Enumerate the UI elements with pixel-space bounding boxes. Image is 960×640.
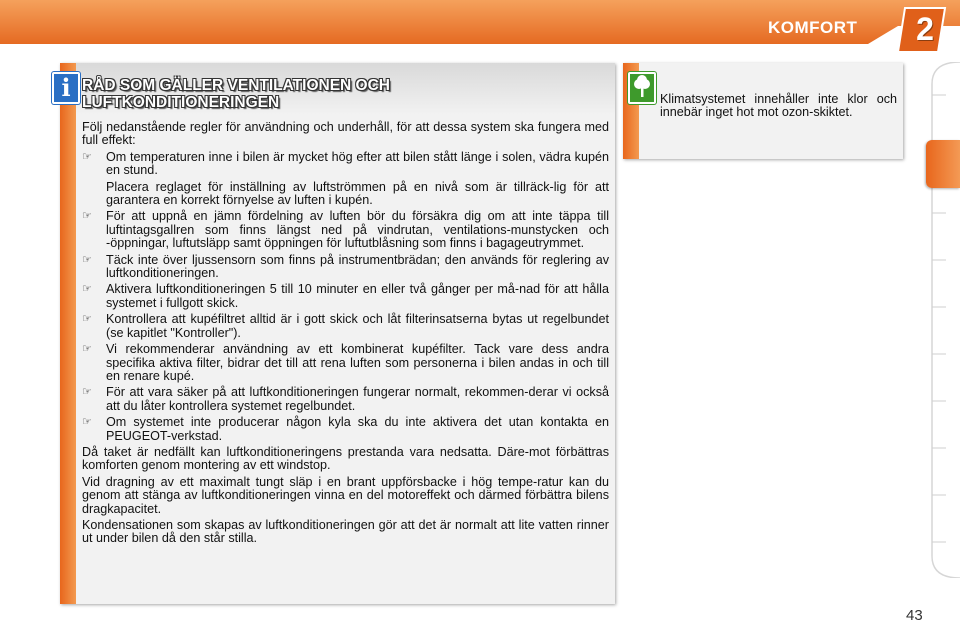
panel-accent-strip	[60, 63, 76, 604]
page-number: 43	[906, 607, 923, 624]
list-item-text: För att vara säker på att luftkonditioneringen fungerar normalt, rekommen-derar vi också att du låter kontrollera systemet regelbundet.	[106, 385, 609, 413]
intro-paragraph: Följ nedanstående regler för användning och underhåll, för att dessa system ska fungera med full effekt:	[82, 120, 609, 148]
tab-chapter-2-active[interactable]	[926, 140, 960, 188]
pointing-hand-icon: ☞	[82, 416, 92, 429]
eco-note: Klimatsystemet innehåller inte klor och innebär inget hot mot ozon-skiktet.	[660, 92, 897, 119]
info-icon: i	[52, 72, 80, 104]
condensation-paragraph: Kondensationen som skapas av luftkonditioneringen gör att det är normalt att lite vatten rinner ut under bilen då den står stilla.	[82, 517, 609, 546]
chapter-number: 2	[916, 11, 934, 47]
list-item-text: Om temperaturen inne i bilen är mycket hög efter att bilen stått länge i solen, vädra kupén en stund.	[106, 149, 609, 178]
list-item	[82, 386, 609, 413]
list-item-text: Aktivera luftkonditioneringen 5 till 10 minuter en eller två gånger per må-nad för att hålla systemet i fullgott skick.	[106, 282, 609, 310]
list-item-continuation: Placera reglaget för inställning av luftströmmen på en nivå som är tillräck-lig för att garantera en korrekt förnyelse av luften i kupén.	[106, 179, 609, 208]
advice-title	[82, 77, 442, 111]
pointing-hand-icon: ☞	[82, 313, 92, 326]
list-item	[82, 254, 609, 281]
section-title-komfort: KOMFORT	[768, 18, 858, 37]
pointing-hand-icon: ☞	[82, 150, 92, 163]
list-item	[82, 151, 609, 178]
leaf-icon-graphic	[630, 74, 654, 102]
pointing-hand-icon: ☞	[82, 210, 92, 223]
advice-title-line-1: RÅD SOM GÄLLER VENTILATIONEN OCH	[82, 77, 390, 94]
list-item-text: För att uppnå en jämn fördelning av luften bör du försäkra dig om att inte täppa till luftintagsgallren som finns längst ned på vindrutan, ventilations-munstycken och -öppningar, luftutsläpp samt öppningen för luftutblåsning som finns i bagageutrymmet.	[106, 209, 609, 251]
pointing-hand-icon: ☞	[82, 253, 92, 266]
header-band	[0, 0, 960, 56]
list-item	[82, 343, 609, 383]
chapter-tabs	[928, 62, 960, 578]
list-item	[82, 313, 609, 340]
list-item	[82, 283, 609, 310]
list-item	[82, 416, 609, 443]
windstop-paragraph: Då taket är nedfällt kan luftkonditioneringens prestanda vara nedsatta. Däre-mot förbättras komforten genom montering av ett windstop.	[82, 444, 609, 473]
advice-title-line-2: LUFTKONDITIONERINGEN	[82, 94, 280, 111]
pointing-hand-icon: ☞	[82, 283, 92, 296]
list-item-text: Om systemet inte producerar någon kyla ska du inte aktivera det utan kontakta en PEUGEOT-verkstad.	[106, 415, 609, 443]
advice-body	[82, 121, 609, 549]
pointing-hand-icon: ☞	[82, 386, 92, 399]
list-item-text: Kontrollera att kupéfiltret alltid är i gott skick och låt filterinsatserna bytas ut regelbundet (se kapitlet "Kontroller").	[106, 312, 609, 340]
list-item-text: Vi rekommenderar användning av ett kombinerat kupéfilter. Tack vare dess andra specifika aktiva filter, bidrar det till att rena luften som personerna i bilen andas in och till en renare kupé.	[106, 342, 609, 383]
leaf-icon	[628, 72, 656, 104]
pointing-hand-icon: ☞	[82, 343, 92, 356]
list-item	[82, 210, 609, 250]
trailer-paragraph: Vid dragning av ett maximalt tungt släp i en brant uppförsbacke i hög tempe-ratur kan du genom att stänga av luftkonditioneringen vinna en del motoreffekt och därmed förbättra bilens dragkapacitet.	[82, 474, 609, 516]
list-item-text: Täck inte över ljussensorn som finns på instrumentbrädan; den används för reglering av luftkonditioneringen.	[106, 252, 609, 281]
